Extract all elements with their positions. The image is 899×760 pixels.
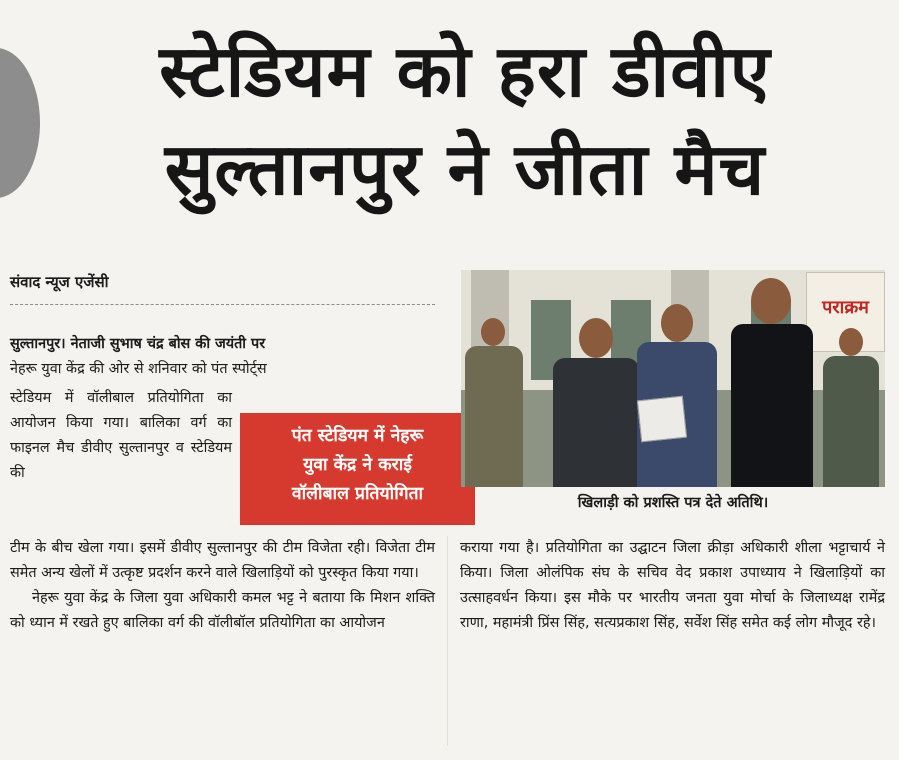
- person-head: [481, 318, 505, 346]
- article-line-2: नेहरू युवा केंद्र की ओर से शनिवार को पंत स्पोर्ट्स: [10, 361, 267, 377]
- person-head: [661, 304, 693, 342]
- article-paragraph-1-end: टीम के बीच खेला गया। इसमें डीवीए सुल्तानपुर की टीम विजेता रही। विजेता टीम समेत अन्य खेलों में उत्कृष्ट प्रदर्शन करने वाले खिलाड़ियों को पुरस्कृत किया गया।: [10, 540, 435, 581]
- headline-line-1: स्टेडियम को हरा डीवीए: [159, 29, 771, 113]
- article-column-2: कराया गया है। प्रतियोगिता का उद्घाटन जिला क्रीड़ा अधिकारी शीला भट्टाचार्य ने किया। जिला ओलंपिक संघ के सचिव वेद प्रकाश उपाध्याय ने खिलाड़ियों का उत्साहवर्धन किया। इस मौके पर भारतीय जनता युवा मोर्चा के जिलाध्यक्ष रामेंद्र राणा, महामंत्री प्रिंस सिंह, सत्यप्रकाश सिंह, सर्वेश सिंह समेत कई लोग मौजूद रहे।: [460, 540, 885, 631]
- certificate: [637, 396, 687, 443]
- person-body: [553, 358, 639, 487]
- article-column-1: [10, 536, 435, 636]
- article-line-1: [10, 332, 435, 357]
- byline: संवाद न्यूज एजेंसी: [10, 273, 109, 291]
- person-body: [465, 346, 523, 487]
- photo-caption: खिलाड़ी को प्रशस्ति पत्र देते अतिथि।: [577, 495, 769, 511]
- person-body: [823, 356, 879, 487]
- person-head: [839, 328, 863, 356]
- highlight-line-3: वॉलीबाल प्रतियोगिता: [291, 484, 424, 504]
- highlight-box: [240, 413, 475, 525]
- headline-line-2: सुल्तानपुर ने जीता मैच: [164, 127, 766, 211]
- column-divider: [447, 536, 448, 746]
- byline-rule: [10, 304, 435, 305]
- headline: [40, 22, 890, 218]
- article-paragraph-2: नेहरू युवा केंद्र के जिला युवा अधिकारी कमल भट्ट ने बताया कि मिशन शक्ति को ध्यान में रखते हुए बालिका वर्ग की वॉलीबॉल प्रतियोगिता का आयोजन: [10, 590, 435, 631]
- person-head: [751, 278, 791, 324]
- news-photo: [461, 270, 885, 487]
- highlight-line-1: पंत स्टेडियम में नेहरू: [291, 426, 424, 446]
- photo-banner: पराक्रम: [806, 272, 885, 352]
- margin-circle-mark: [0, 48, 40, 198]
- dateline-line: सुल्तानपुर। नेताजी सुभाष चंद्र बोस की जयंती पर: [10, 336, 266, 352]
- person-body: [731, 324, 813, 487]
- article-narrow-column: स्टेडियम में वॉलीबाल प्रतियोगिता का आयोजन किया गया। बालिका वर्ग का फाइनल मैच डीवीए सुल्तानपुर व स्टेडियम की: [10, 390, 232, 481]
- highlight-line-2: युवा केंद्र ने कराई: [303, 455, 412, 475]
- article-opening: [10, 332, 435, 382]
- person-head: [579, 318, 613, 358]
